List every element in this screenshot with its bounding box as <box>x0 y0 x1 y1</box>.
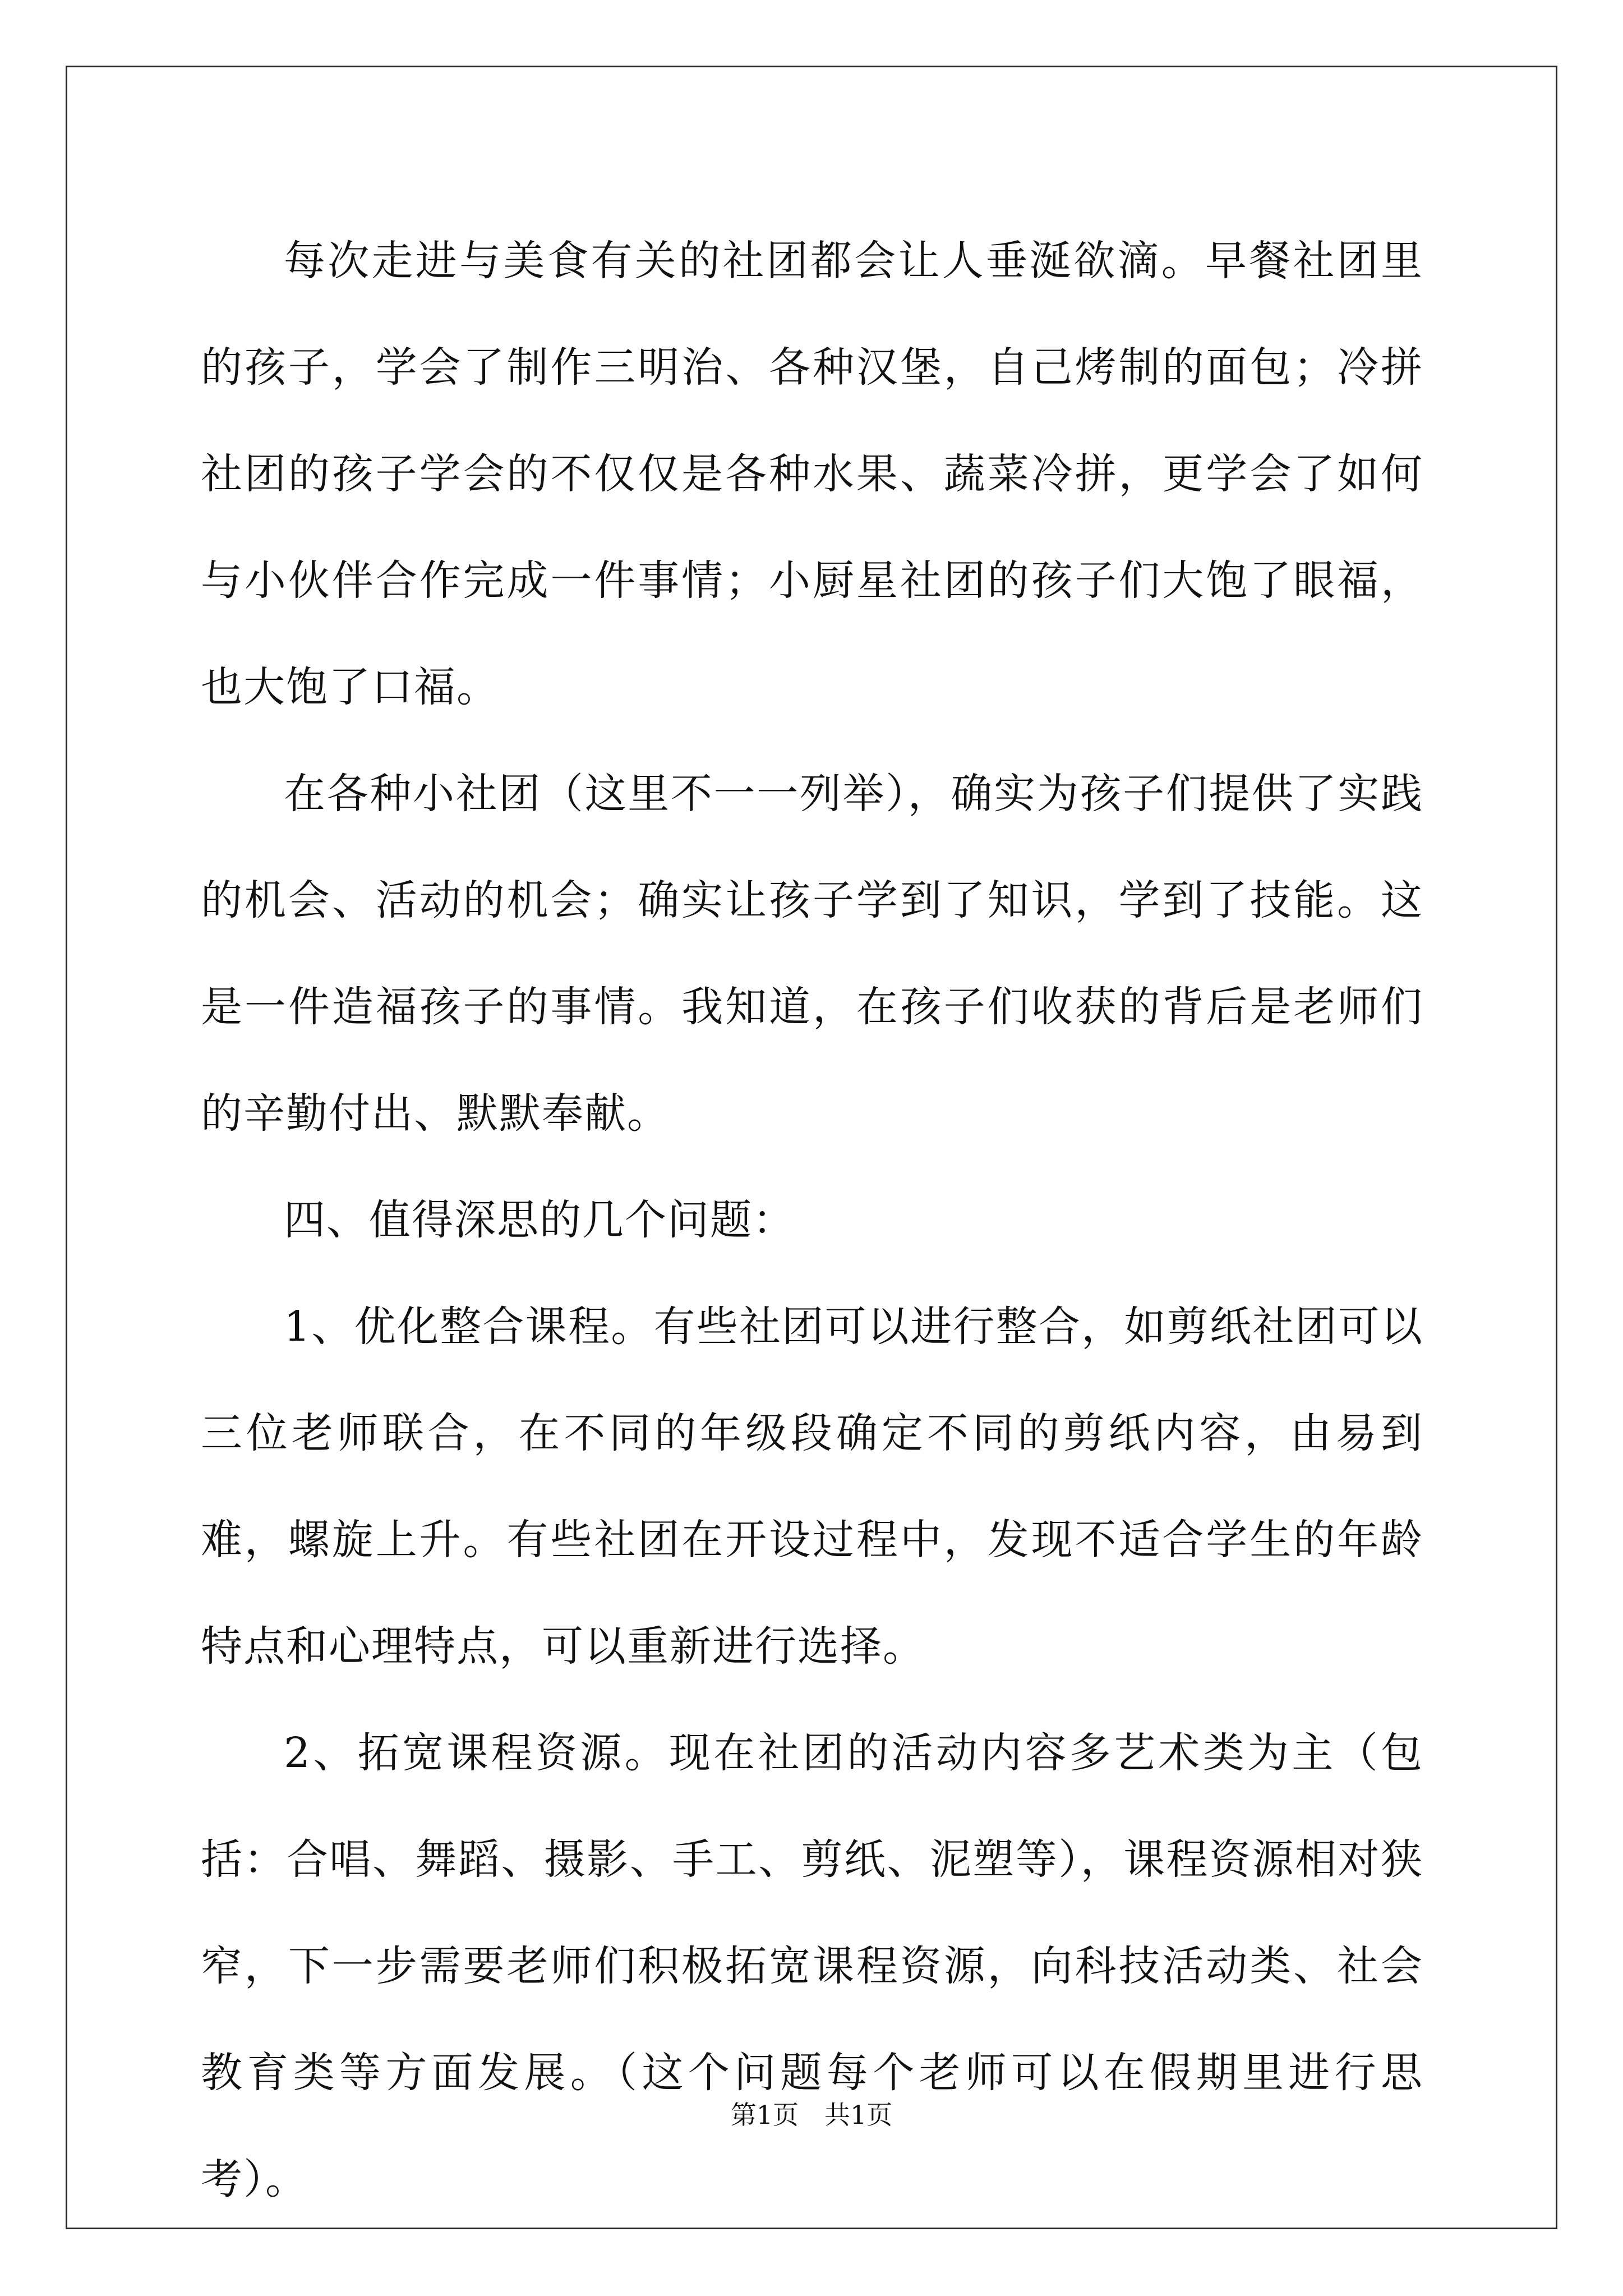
document-body <box>201 208 1423 2233</box>
paragraph: 每次走进与美食有关的社团都会让人垂涎欲滴。早餐社团里的孩子，学会了制作三明治、各种汉堡，自己烤制的面包；冷拼社团的孩子学会的不仅仅是各种水果、蔬菜冷拼，更学会了如何与小伙伴合作完成一件事情；小厨星社团的孩子们大饱了眼福，也大饱了口福。 <box>201 237 1423 711</box>
paragraph: 1、优化整合课程。有些社团可以进行整合，如剪纸社团可以三位老师联合，在不同的年级段确定不同的剪纸内容，由易到难，螺旋上升。有些社团在开设过程中，发现不适合学生的年龄特点和心理特点，可以重新进行选择。 <box>201 1303 1423 1671</box>
paragraph: 在各种小社团（这里不一一列举），确实为孩子们提供了实践的机会、活动的机会；确实让孩子学到了知识，学到了技能。这是一件造福孩子的事情。我知道，在孩子们收获的背后是老师们的辛勤付出、默默奉献。 <box>201 770 1423 1138</box>
page-footer: 第1页 共1页 <box>730 2100 893 2130</box>
section-heading: 四、值得深思的几个问题： <box>284 1196 795 1244</box>
paragraph: 2、拓宽课程资源。现在社团的活动内容多艺术类为主（包括：合唱、舞蹈、摄影、手工、剪纸、泥塑等），课程资源相对狭窄，下一步需要老师们积极拓宽课程资源，向科技活动类、社会教育类等方面发展。（这个问题每个老师可以在假期里进行思考）。 <box>201 1729 1423 2203</box>
